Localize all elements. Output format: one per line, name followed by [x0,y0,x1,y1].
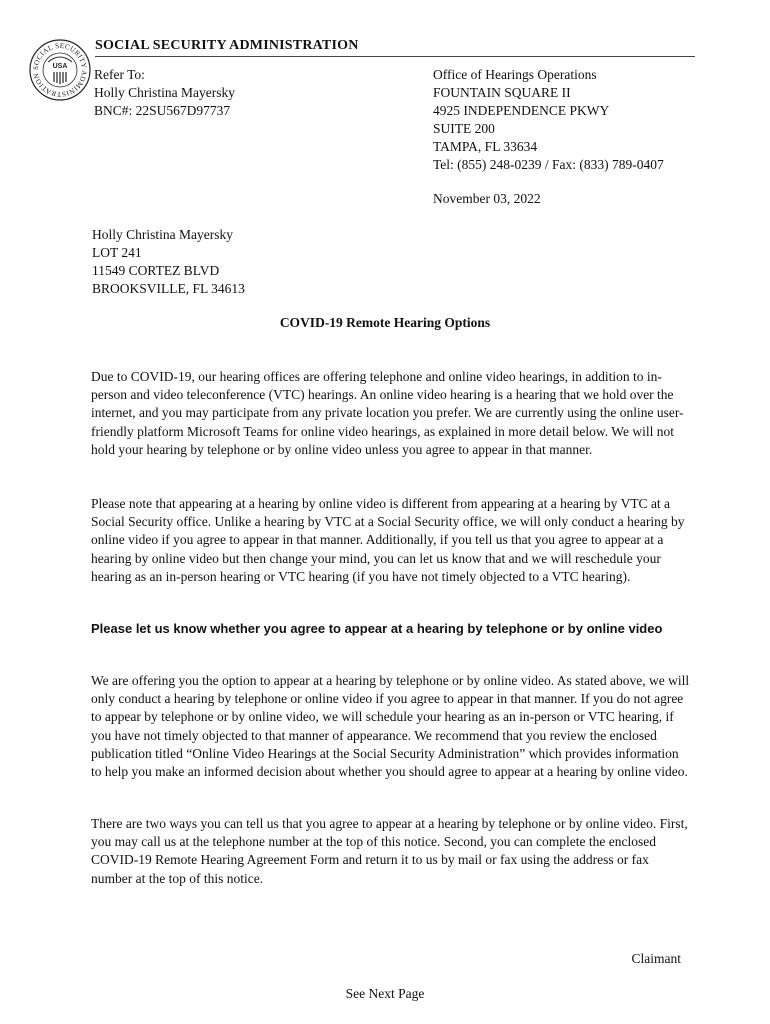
section-subheading: Please let us know whether you agree to appear at a hearing by telephone or by online video [91,621,663,636]
body-paragraph: Please note that appearing at a hearing by online video is different from appearing at a hearing by VTC at a Social Security office. Unlike a hearing by VTC at a Social Security office, we will only conduct a hearing by online video if you agree to appear in that manner. Additionally, if you tell us that you agree to appear at a hearing by online video but then change your mind, you can let us know that and we will reschedule your hearing as an in-person hearing or VTC hearing (if you have not timely objected to a VTC hearing). [91,496,685,584]
recipient-name: Holly Christina Mayersky [92,227,233,242]
page-footer: See Next Page [345,986,425,1001]
office-address-line: SUITE 200 [433,121,495,136]
header-divider [95,56,695,57]
office-name: Office of Hearings Operations [433,67,597,82]
claimant-label: Claimant [631,951,681,966]
refer-to-name: Holly Christina Mayersky [94,85,235,100]
refer-to-label: Refer To: [94,67,145,82]
letter-date: November 03, 2022 [433,191,541,206]
office-address-block [433,66,664,174]
bnc-number: BNC#: 22SU567D97737 [94,103,231,118]
office-address-line: FOUNTAIN SQUARE II [433,85,571,100]
office-phone-fax: Tel: (855) 248-0239 / Fax: (833) 789-0407 [433,157,664,172]
office-address-line: 4925 INDEPENDENCE PKWY [433,103,610,118]
office-address-line: TAMPA, FL 33634 [433,139,538,154]
agency-name: SOCIAL SECURITY ADMINISTRATION [95,38,359,53]
body-paragraph: There are two ways you can tell us that you agree to appear at a hearing by telephone or by online video. First, you may call us at the telephone number at the top of this notice. Second, you can complete the enclosed COVID-19 Remote Hearing Agreement Form and return it to us by mail or fax using the address or fax number at the top of this notice. [91,816,688,886]
refer-to-block [94,66,235,120]
body-paragraph: Due to COVID-19, our hearing offices are offering telephone and online video hearings, in addition to in-person and video teleconference (VTC) hearings. An online video hearing is a hearing that we hold over the internet, and you may participate from any private location you prefer. We are currently using the online user-friendly platform Microsoft Teams for online video hearings, as explained in more detail below. We will not hold your hearing by telephone or by online video unless you agree to appear in that manner. [91,369,684,457]
recipient-address-line: BROOKSVILLE, FL 34613 [92,281,245,296]
recipient-address-line: LOT 241 [92,245,142,260]
ssa-seal-logo [28,38,92,102]
recipient-address-line: 11549 CORTEZ BLVD [92,263,220,278]
seal-usa: USA [52,63,68,70]
body-paragraph: We are offering you the option to appear at a hearing by telephone or by online video. As stated above, we will only conduct a hearing by telephone or online video if you agree to appear in that manner. If you do not agree to appear by telephone or by online video, we will schedule your hearing as an in-person or VTC hearing, if you have not timely objected to that manner of appearance. We recommend that you review the enclosed publication titled “Online Video Hearings at the Social Security Administration” which provides information to help you make an informed decision about whether you should agree to appear at a hearing by online video. [91,673,690,780]
recipient-address-block [92,226,245,298]
seal-text: SOCIAL SECURITY ADMINISTRATION [31,41,89,99]
letter-title: COVID-19 Remote Hearing Options [279,315,491,330]
